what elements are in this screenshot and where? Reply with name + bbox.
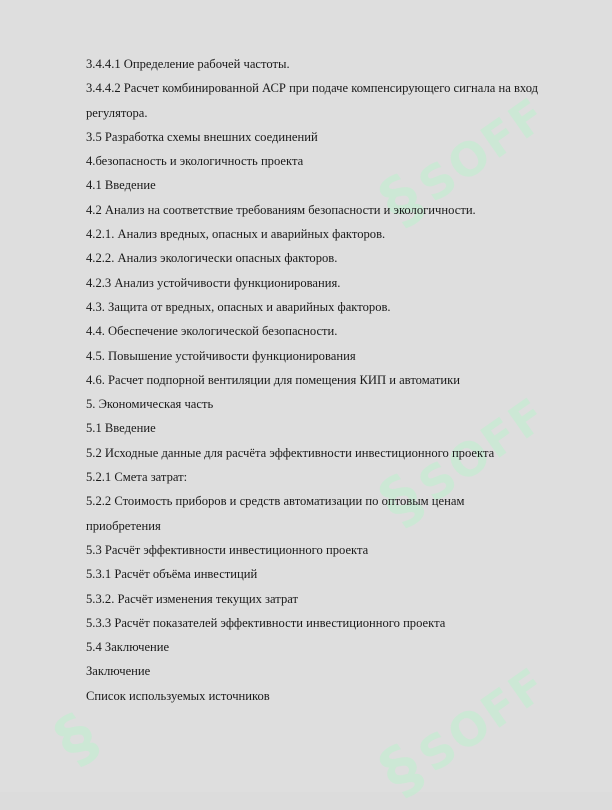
table-of-contents [86, 52, 576, 708]
toc-line: 3.4.4.1 Определение рабочей частоты. [86, 57, 290, 71]
toc-line: 3.5 Разработка схемы внешних соединений [86, 129, 318, 144]
watermark: §SOFF [367, 656, 557, 810]
watermark: §SOFF [367, 86, 557, 240]
toc-line: 5.3.3 Расчёт показателей эффективности инвестиционного проекта [86, 615, 446, 630]
toc-line: 4.2.2. Анализ экологически опасных факторов. [86, 251, 338, 266]
toc-line: 4.2 Анализ на соответствие требованиям безопасности и экологичности. [86, 202, 476, 217]
watermark: § [42, 698, 113, 779]
toc-line: 5.2 Исходные данные для расчёта эффективности инвестиционного проекта [86, 445, 495, 460]
toc-line: 5.3.1 Расчёт объёма инвестиций [86, 567, 258, 582]
toc-line: 5.3.2. Расчёт изменения текущих затрат [86, 591, 299, 606]
toc-line: Заключение [86, 664, 151, 679]
toc-line: 4.6. Расчет подпорной вентиляции для помещения КИП и автоматики [86, 372, 460, 387]
toc-line: 4.4. Обеспечение экологической безопасности. [86, 324, 338, 339]
toc-line: 5. Экономическая часть [86, 397, 214, 412]
toc-line: Список используемых источников [86, 688, 270, 703]
toc-line: 5.1 Введение [86, 421, 156, 436]
toc-line: 4.безопасность и экологичность проекта [86, 154, 304, 169]
toc-line: 4.5. Повышение устойчивости функционирования [86, 348, 356, 363]
toc-line: 5.2.2 Стоимость приборов и средств автоматизации по оптовым ценам приобретения [86, 494, 465, 533]
toc-line: 4.2.3 Анализ устойчивости функционирования. [86, 275, 341, 290]
toc-line: 5.3 Расчёт эффективности инвестиционного проекта [86, 542, 369, 557]
toc-line: 5.4 Заключение [86, 640, 170, 655]
toc-line: 5.2.1 Смета затрат: [86, 470, 188, 485]
toc-line: 3.4.4.2 Расчет комбинированной АСР при подаче компенсирующего сигнала на вход регулятора. [86, 81, 539, 120]
watermark: §SOFF [367, 386, 557, 540]
toc-line: 4.3. Защита от вредных, опасных и аварийных факторов. [86, 299, 391, 314]
toc-line: 4.1 Введение [86, 178, 156, 193]
toc-line: 4.2.1. Анализ вредных, опасных и аварийных факторов. [86, 227, 386, 242]
